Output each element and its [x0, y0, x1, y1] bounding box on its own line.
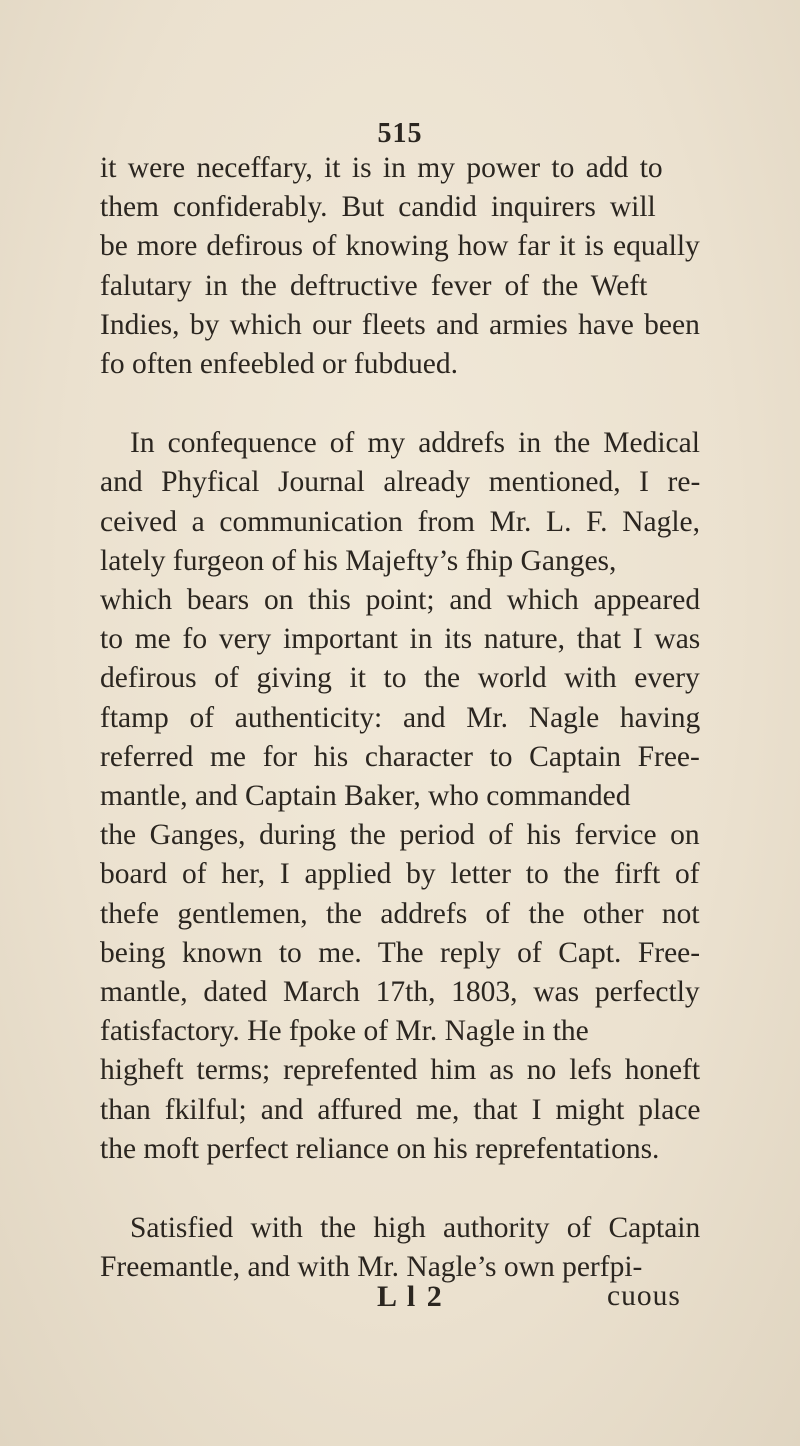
signature-mark: L l 2	[377, 1280, 444, 1314]
text-line: than fkilful; and affured me, that I might place	[100, 1093, 701, 1126]
text-line: fatisfactory. He fpoke of Mr. Nagle in the	[100, 1015, 589, 1048]
text-line: it were neceffary, it is in my power to add to	[100, 152, 663, 184]
text-line: them confiderably. But candid inquirers will	[100, 191, 656, 224]
catchword: cuous	[607, 1280, 681, 1313]
text-line: ceived a communication from Mr. L. F. Nagle,	[100, 505, 701, 538]
text-line: In confequence of my addrefs in the Medical	[130, 427, 700, 460]
text-line: referred me for his character to Captain Free-	[100, 740, 700, 773]
text-line: fo often enfeebled or fubdued.	[100, 348, 458, 380]
text-line: Satisfied with the high authority of Captain	[130, 1212, 701, 1244]
text-line: higheft terms; reprefented him as no lefs honeft	[100, 1054, 701, 1087]
text-line: Indies, by which our fleets and armies have been	[100, 308, 700, 341]
text-line: mantle, and Captain Baker, who commanded	[100, 780, 631, 812]
text-line: being known to me. The reply of Capt. Free-	[100, 936, 701, 969]
text-line: mantle, dated March 17th, 1803, was perfectly	[100, 976, 700, 1008]
text-line: Freemantle, and with Mr. Nagle’s own perfpi-	[100, 1251, 643, 1284]
text-line: which bears on this point; and which appeared	[100, 584, 701, 616]
text-line: board of her, I applied by letter to the firft of	[100, 858, 700, 891]
page-number: 515	[377, 118, 423, 149]
text-line: and Phyfical Journal already mentioned, I re-	[100, 466, 701, 499]
text-line: ftamp of authenticity: and Mr. Nagle having	[100, 701, 701, 734]
text-line: the Ganges, during the period of his fervice on	[100, 819, 700, 852]
text-line: the moft perfect reliance on his reprefentations.	[100, 1132, 660, 1165]
text-line: lately furgeon of his Majefty’s fhip Ganges,	[100, 544, 617, 577]
text-line: thefe gentlemen, the addrefs of the other not	[100, 897, 700, 930]
text-line: defirous of giving it to the world with every	[100, 662, 700, 695]
text-line: to me fo very important in its nature, that I was	[100, 623, 701, 656]
text-line: falutary in the deftructive fever of the Weft	[100, 269, 648, 302]
text-line: be more defirous of knowing how far it is equally	[100, 230, 700, 263]
